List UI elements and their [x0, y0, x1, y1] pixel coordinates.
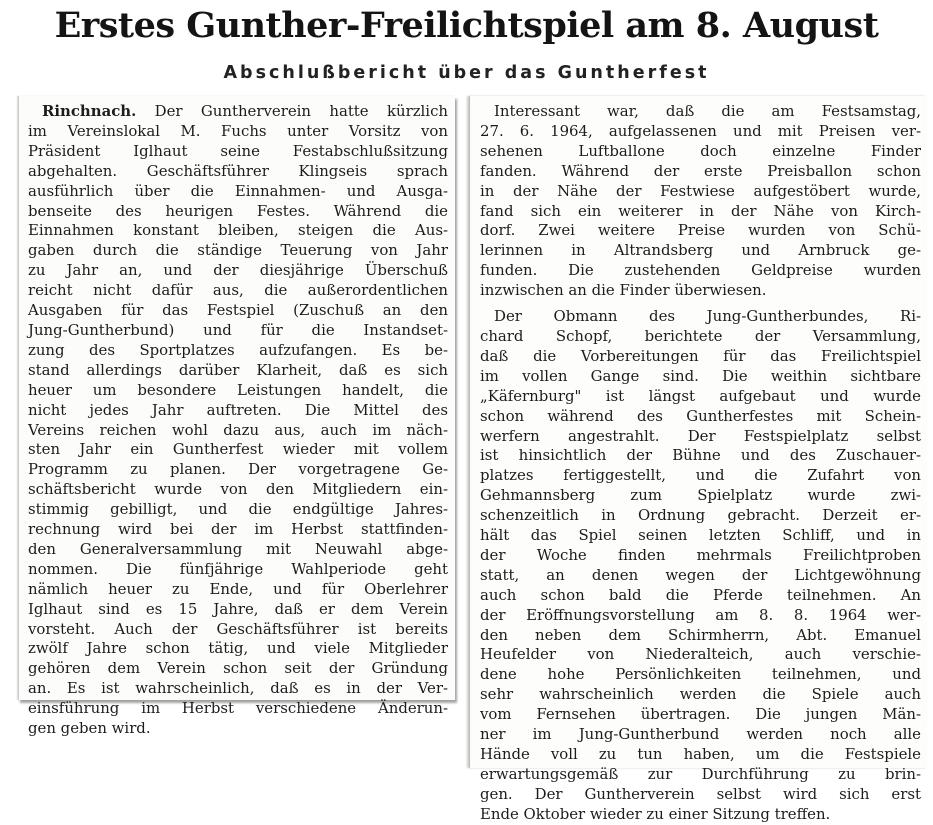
text-line-rest: Der Guntherverein hatte kürzlich [136, 102, 448, 120]
text-line: funden. Die zustehenden Geldpreise wurden [480, 261, 921, 280]
text-line: Gehmannsberg zum Spielplatz wurde zwi- [480, 486, 921, 505]
text-line: nicht jedes Jahr auftreten. Die Mittel des [28, 400, 448, 419]
text-line: Programm zu planen. Der vorgetragene Ge- [28, 460, 448, 479]
text-line: erwartungsgemäß zur Durchführung zu brin- [480, 764, 921, 783]
text-line: sten Jahr ein Guntherfest wieder mit vollem [28, 440, 448, 459]
text-line: ausführlich über die Einnahmen- und Ausga- [28, 181, 448, 200]
text-line: fanden. Während der erste Preisballon schon [480, 161, 921, 180]
text-line: Jung-Guntherbund) und für die Instandset- [28, 320, 448, 339]
paragraph [480, 102, 921, 301]
text-line: stand allerdings darüber Klarheit, daß es sich [28, 360, 448, 379]
text-line: nämlich heuer zu Ende, und für Oberlehrer [28, 579, 448, 598]
text-line: hält das Spiel seinen letzten Schliff, und in [480, 526, 921, 545]
right-column [469, 96, 927, 823]
paragraph [28, 102, 448, 739]
text-line: zu Jahr an, und der diesjährige Überschuß [28, 261, 448, 280]
text-line: zung des Sportplatzes aufzufangen. Es be- [28, 340, 448, 359]
text-line: stimmig gebilligt, und die endgültige Jahres- [28, 500, 448, 519]
text-line: schäftsbericht wurde von den Mitgliedern ein- [28, 480, 448, 499]
text-line: Heufelder von Niederalteich, auch verschie- [480, 645, 921, 664]
text-line: vom Fernsehen übertragen. Die jungen Män- [480, 705, 921, 724]
text-line: den Generalversammlung mit Neuwahl abge- [28, 539, 448, 558]
text-line: gen geben wird. [28, 719, 151, 738]
text-line: im vollen Gange sind. Die weithin sichtbare [480, 366, 921, 385]
text-line: dorf. Zwei weitere Preise wurden von Schü- [480, 221, 921, 240]
text-line: statt, an denen wegen der Lichtgewöhnung [480, 565, 921, 584]
text-line: im Vereinslokal M. Fuchs unter Vorsitz von [28, 121, 448, 140]
text-line: rechnung wird bei der im Herbst stattfinden- [28, 520, 448, 539]
text-line: der Woche finden mehrmals Freilichtproben [480, 545, 921, 564]
text-line: Der Obmann des Jung-Guntherbundes, Ri- [494, 307, 921, 326]
text-line: platzes fertiggestellt, und die Zufahrt von [480, 466, 921, 485]
text-line: „Käfernburg" ist längst aufgebaut und wurde [480, 386, 921, 405]
text-line: Hände voll zu tun haben, um die Festspiele [480, 745, 921, 763]
text-line: dene hohe Persönlichkeiten teilnehmen, und [480, 665, 921, 684]
paragraph [480, 307, 921, 825]
text-line: Iglhaut sind es 15 Jahre, daß er dem Verein [28, 599, 448, 618]
text-line: ist hinsichtlich der Bühne und des Zuschauer- [480, 446, 921, 465]
text-line: in der Nähe der Festwiese aufgestöbert wurde, [480, 181, 921, 200]
text-line: chard Schopf, berichtete der Versammlung, [480, 326, 921, 345]
text-line: fand sich ein weiterer in der Nähe von Kirch- [480, 201, 921, 220]
text-line: den neben dem Schirmherrn, Abt. Emanuel [480, 625, 921, 644]
text-line: gaben durch die ständige Teuerung von Jahr [28, 241, 448, 260]
text-line: lerinnen in Altrandsberg und Arnbruck ge- [480, 241, 921, 260]
text-line: ner im Jung-Guntherbund werden noch alle [480, 725, 921, 744]
text-line: einsführung im Herbst verschiedene Änderun- [28, 699, 448, 718]
dateline: Rinchnach. [42, 102, 137, 120]
text-line [28, 102, 448, 122]
text-line: abgehalten. Geschäftsführer Klingseis sprach [28, 161, 448, 180]
text-line: benseite des heurigen Festes. Während die [28, 201, 448, 220]
text-line: an. Es ist wahrscheinlich, daß es in der Ver- [28, 679, 448, 698]
text-line: werfern angestrahlt. Der Festspielplatz selbst [480, 426, 921, 445]
text-line: sehenen Luftballone doch einzelne Finder [480, 141, 921, 160]
text-line: der Eröffnungsvorstellung am 8. 8. 1964 wer- [480, 605, 921, 624]
text-line: Einnahmen konstant bleiben, steigen die Aus- [28, 221, 448, 240]
text-line: schenzeitlich in Ordnung gebracht. Derzeit er- [480, 506, 921, 525]
text-line: nommen. Die fünfjährige Wahlperiode geht [28, 559, 448, 578]
text-line: Vereins reichen wohl dazu aus, auch im näch- [28, 420, 448, 439]
text-line: Interessant war, daß die am Festsamstag, [494, 102, 921, 120]
text-line: gehören dem Verein schon seit der Gründung [28, 659, 448, 678]
text-line: inzwischen an die Finder überwiesen. [480, 281, 767, 300]
text-line: zwölf Jahre schon tätig, und viele Mitglieder [28, 639, 448, 658]
subheadline: Abschlußbericht über das Guntherfest [223, 63, 710, 83]
text-line: gen. Der Guntherverein selbst wird sich erst [480, 784, 921, 803]
text-line: vorsteht. Auch der Geschäftsführer ist bereits [28, 619, 448, 638]
text-line: reicht nicht dafür aus, die außerordentlichen [28, 281, 448, 300]
text-line: Ausgaben für das Festspiel (Zuschuß an den [28, 301, 448, 320]
headline: Erstes Gunther-Freilichtspiel am 8. August [54, 5, 879, 46]
text-line: sehr wahrscheinlich werden die Spiele auch [480, 685, 921, 704]
left-column [18, 96, 455, 738]
text-line: Ende Oktober wieder zu einer Sitzung treffen. [480, 804, 831, 823]
text-line: schon während des Guntherfestes mit Schein- [480, 406, 921, 425]
text-line: auch schon bald die Pferde teilnehmen. An [480, 585, 921, 604]
text-line: 27. 6. 1964, aufgelassenen und mit Preisen ver- [480, 121, 921, 140]
text-line: daß die Vorbereitungen für das Freilichtspiel [480, 346, 921, 365]
text-line: Präsident Iglhaut seine Festabschlußsitzung [28, 141, 448, 160]
text-line: heuer um besondere Leistungen handelt, die [28, 380, 448, 399]
